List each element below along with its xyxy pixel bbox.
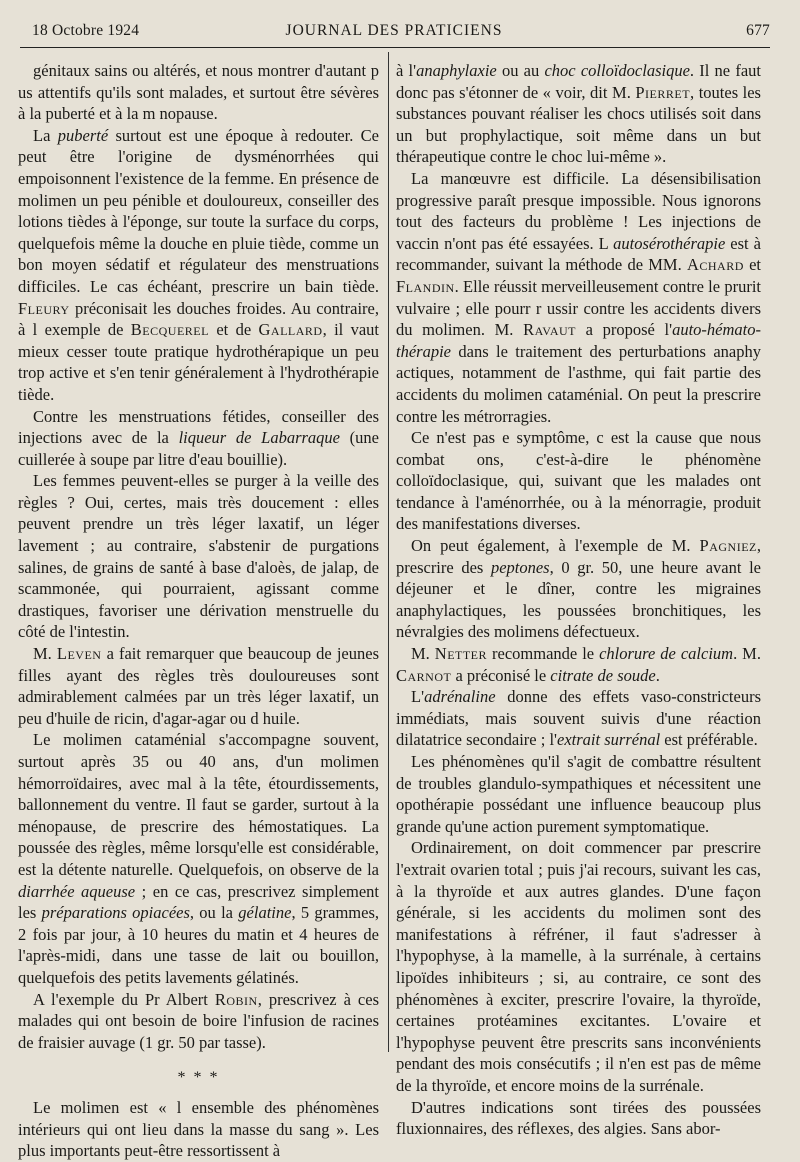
left-column	[18, 60, 379, 1162]
author-name: Achard	[686, 255, 744, 275]
paragraph: Le molimen est « l ensemble des phénomènes intérieurs qui ont lieu dans la masse du sang ». Les plus importants peut-être ressortissent à	[18, 1097, 379, 1161]
issue-date: 18 Octobre 1924	[32, 22, 140, 39]
author-name: Gallard	[258, 320, 323, 340]
paragraph: Contre les menstruations fétides, conseiller des injections avec de la liqueur de Labarraque (une cuillerée à soupe par litre d'eau bouillie).	[18, 406, 379, 469]
column-divider	[388, 52, 389, 1052]
author-name: Carnot	[396, 665, 452, 685]
paragraph: D'autres indications sont tirées des poussées fluxionnaires, des réflexes, des algies. Sans abor-	[396, 1097, 761, 1139]
author-name: Fleury	[18, 298, 70, 318]
italic-term: chlorure de calcium	[599, 644, 734, 664]
paragraph: La puberté surtout est une époque à redouter. Ce peut être l'origine de dysménorrhées qui empoisonnent l'existence de la femme. En présence de molimen un peu pénible et douloureux, conseiller des lotions tièdes à l'éponge, sur toute la surface du corps, quelquefois même la douche en pluie tiède, comme un bon moyen sédatif et régulateur des menstruations difficiles. Le cas échéant, prescrire un bain tiède. Fleury préconisait les douches froides. Au contraire, à l exemple de Becquerel et de Gallard, il vaut mieux cesser toute pratique hydrothérapique un peu trop active et s'en tenir généralement à l'hydrothérapie tiède.	[18, 125, 380, 404]
italic-term: gélatine	[238, 903, 292, 923]
paragraph: On peut également, à l'exemple de M. Pagniez, prescrire des peptones, 0 gr. 50, une heure avant le déjeuner et le dîner, contre les migraines anaphylactiques, les poussées bronchitiques, les névralgies des molimens défectueux.	[396, 536, 761, 642]
paragraph: Les phénomènes qu'il s'agit de combattre résultent de troubles glandulo-sympathiques et nécessitent une opothérapie possédant une influence beaucoup plus grande qu'une action purement symptomatique.	[396, 752, 761, 836]
paragraph: Ordinairement, on doit commencer par prescrire l'extrait ovarien total ; puis j'ai recours, suivant les cas, à la thyroïde et aux autres glandes. D'une façon générale, si les accidents du molimen sont des manifestations à réfréner, il faut s'adresser à l'hypophyse, à la mamelle, à la surrénale, à certains lipoïdes inhibiteurs ; si, au contraire, ce sont des phénomènes à exciter, prescrire l'ovaire, la thyroïde, certaines protéamines excitantes. L'ovaire et l'hypophyse peuvent être prescrits sans inconvénients pendant des mois consécutifs ; il n'en est pas de même de la thyroïde, et encore moins de la surrénale.	[396, 838, 761, 1095]
paragraph: Les femmes peuvent-elles se purger à la veille des règles ? Oui, certes, mais très doucement : elles peuvent prendre un très léger laxatif, un léger lavement ; au contraire, s'abstenir de purgations salines, de grains de santé à base d'aloès, de jalap, de scammonée, qui pourraient, agissant comme drastiques, favoriser une dérivation menstruelle du côté de l'intestin.	[18, 471, 379, 642]
author-name: Leven	[56, 644, 102, 664]
paragraph: A l'exemple du Pr Albert Robin, prescrivez à ces malades qui ont besoin de boire l'infusion de racines de fraisier auvage (1 gr. 50 par tasse).	[18, 989, 379, 1052]
italic-term: diarrhée aqueuse	[18, 881, 136, 901]
author-name: Robin	[214, 989, 258, 1009]
paragraph: à l'anaphylaxie ou au choc colloïdoclasique. Il ne faut donc pas s'étonner de « voir, dit M. Pierret, toutes les substances pouvant réaliser les chocs utilisés soit dans un but prophylactique, soit même dans un but thérapeutique contre le choc lui-même ».	[396, 61, 762, 167]
author-name: Netter	[434, 644, 488, 664]
journal-title: JOURNAL DES PRATICIENS	[285, 22, 503, 39]
italic-term: choc colloïdoclasique	[544, 61, 690, 80]
italic-term: autosérothérapie	[613, 233, 726, 253]
paragraph: Le molimen cataménial s'accompagne souvent, surtout après 35 ou 40 ans, d'un molimen hémorroïdaires, avec mal à la tête, étourdissements, ballonnement du ventre. Il faut se garder, surtout à la ménopause, de prescrire des hémostatiques. La poussée des règles, même lorsqu'elle est considérable, est la détente naturelle. Quelquefois, on observe de la diarrhée aqueuse ; en ce cas, prescrivez simplement les préparations opiacées, ou la gélatine, 5 grammes, 2 fois par jour, à 10 heures du matin et 4 heures de l'après-midi, dans une tasse de lait ou bouillon, quelquefois des petits lavements gélatinés.	[18, 730, 380, 987]
author-name: Becquerel	[130, 320, 209, 340]
author-name: Flandin	[396, 276, 455, 296]
italic-term: puberté	[57, 125, 109, 145]
paragraph: M. Leven a fait remarquer que beaucoup de jeunes filles ayant des règles très douloureuses sont admirablement calmées par un très léger laxatif, un peu d'huile de ricin, d'agar-agar ou d huile.	[18, 644, 379, 728]
paragraph: Ce n'est pas e symptôme, c est la cause que nous combat ons, c'est-à-dire le phénomène colloïdoclasique, qui, suivant que les malades ont tendance à l'aménorrhée, ou à la ménorragie, produit des manifestations diverses.	[396, 428, 761, 534]
italic-term: extrait surrénal	[557, 730, 661, 750]
paragraph: L'adrénaline donne des effets vaso-constricteurs immédiats, mais souvent suivis d'une réaction dilatatrice secondaire ; l'extrait surrénal est préférable.	[396, 687, 761, 750]
right-column	[396, 60, 761, 1140]
italic-term: anaphylaxie	[416, 61, 497, 80]
section-separator: * * *	[177, 1069, 220, 1087]
italic-term: adrénaline	[424, 687, 496, 707]
italic-term: peptones	[490, 557, 550, 577]
page-number: 677	[746, 22, 770, 39]
running-header	[18, 22, 770, 46]
paragraph: La manœuvre est difficile. La désensibilisation progressive paraît presque impossible. Nous ignorons tout des facteurs du problème ! Les injections de vaccin n'ont pas été essayées. L autosérothérapie est à recommander, suivant la méthode de MM. Achard et Flandin. Elle réussit merveilleusement contre le prurit vulvaire ; elle pourr r ussir contre les accidents divers du molimen. M. Ravaut a proposé l'auto-hémato-thérapie dans le traitement des perturbations anaphy actiques, notamment de l'asthme, qui fait partie des accidents du molimen cataménial. On peut la prescrire contre les métrorragies.	[396, 168, 761, 426]
author-name: Pierret	[635, 82, 691, 102]
paragraph: M. Netter recommande le chlorure de calcium. M. Carnot a préconisé le citrate de soude.	[396, 644, 761, 685]
header-rule	[20, 47, 770, 48]
italic-term: liqueur de Labarraque	[178, 428, 340, 448]
italic-term: citrate de soude	[550, 665, 656, 685]
italic-term: préparations opiacées	[41, 903, 190, 923]
author-name: Ravaut	[523, 320, 576, 340]
italic-term: auto-hémato-thérapie	[396, 320, 761, 361]
paragraph: génitaux sains ou altérés, et nous montrer d'autant p us attentifs qu'ils sont malades, et surtout être sévères à la puberté et à la m nopause.	[18, 61, 379, 124]
author-name: Pagniez	[699, 536, 757, 556]
